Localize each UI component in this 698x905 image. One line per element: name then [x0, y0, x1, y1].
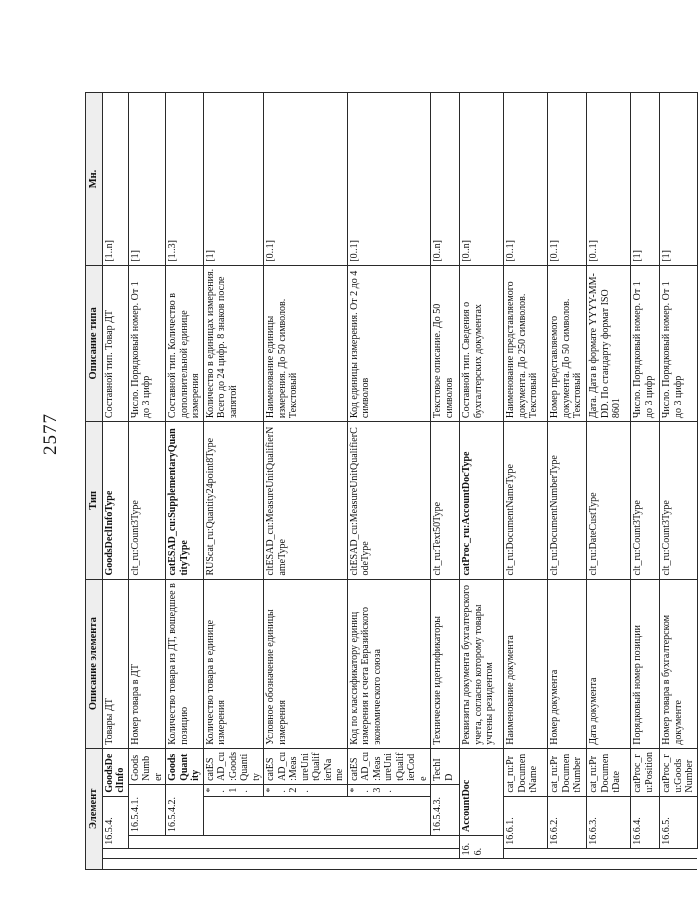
row-description: Реквизиты документа бухгалтерского учета, согласно которому товары учтены резидентом	[460, 579, 504, 748]
row-number: 16.5.4.2.	[166, 784, 204, 835]
indent-cell	[660, 859, 698, 870]
row-description: Код по классификатору единиц измерения и счета Евразийского экономического союза	[347, 579, 431, 748]
row-element: catProc_ru:GoodsNumber	[660, 748, 698, 796]
indent-cell	[587, 859, 631, 870]
row-multiplicity: [1]	[631, 93, 660, 265]
row-multiplicity: [0..1]	[504, 93, 548, 265]
row-type-description: Количество в единицах измерения. Всего до 24 цифр. 8 знаков после запятой	[203, 265, 264, 421]
indent-cell	[203, 835, 264, 848]
row-type-description: Составной тип. Товар ДТ	[102, 265, 128, 421]
row-number: 16.6.3.	[587, 796, 631, 848]
row-element: catESAD_cu:GoodsQuantity	[203, 748, 264, 784]
indent-cell	[128, 859, 166, 870]
row-type: GoodsDeclInfoType	[102, 422, 128, 579]
row-type-description: Код единицы измерения. От 2 до 4 символов	[347, 265, 431, 421]
indent-cell	[166, 859, 204, 870]
table-row	[102, 56, 128, 870]
row-element: AccountDoc	[460, 748, 504, 835]
indent-cell	[431, 848, 460, 859]
indent-cell	[166, 835, 204, 848]
row-number: *.3.	[347, 784, 431, 796]
table-row	[431, 56, 460, 870]
table-header-row	[86, 56, 103, 870]
row-element: cat_ru:PrDocumentNumber	[548, 748, 587, 796]
row-type: cltESAD_cu:MeasureUnitQualifierCodeType	[347, 422, 431, 579]
indent-cell	[460, 859, 504, 870]
row-element: GoodsDeclInfo	[102, 748, 128, 796]
row-type-description: Дата. Дата в формате YYYY-MM-DD. По стандарту формат ISO 8601	[587, 265, 631, 421]
table-row	[587, 56, 631, 870]
document-table-rotated	[85, 55, 695, 870]
indent-cell	[660, 848, 698, 859]
indent-cell	[264, 835, 348, 848]
row-type-description: Число. Порядковый номер. От 1 до 3 цифр	[128, 265, 166, 421]
row-type: clt_ru:Count3Type	[631, 422, 660, 579]
row-multiplicity: [0..1]	[264, 93, 348, 265]
header-description: Описание элемента	[86, 579, 103, 748]
header-element: Элемент	[86, 748, 103, 869]
row-type: clt_ru:DocumentNameType	[504, 422, 548, 579]
row-number: 16.6.1.	[504, 796, 548, 848]
row-multiplicity: [1..n]	[102, 93, 128, 265]
row-type: clt_ru:Text50Type	[431, 422, 460, 579]
indent-cell	[504, 859, 548, 870]
row-multiplicity: [1]	[128, 93, 166, 265]
row-description: Технические идентификаторы	[431, 579, 460, 748]
indent-cell	[548, 848, 587, 859]
row-element: catESAD_cu:MeasureUnitQualifierName	[264, 748, 348, 784]
row-multiplicity: [0..1]	[587, 93, 631, 265]
indent-cell	[631, 859, 660, 870]
row-type: clt_ru:Count3Type	[128, 422, 166, 579]
row-type-description: Текстовое описание. До 50 символов	[431, 265, 460, 421]
indent-cell	[431, 835, 460, 848]
row-multiplicity: [0..1]	[548, 93, 587, 265]
row-description: Условное обозначение единицы измерения	[264, 579, 348, 748]
table-row	[631, 56, 660, 870]
indent-cell	[203, 796, 264, 835]
row-element: TechID	[431, 748, 460, 784]
row-element: cat_ru:PrDocumentDate	[587, 748, 631, 796]
row-type-description: Наименование единицы измерения. До 50 символов. Текстовый	[264, 265, 348, 421]
row-type: RUScat_ru:Quantity24point8Type	[203, 422, 264, 579]
row-element: cat_ru:PrDocumentName	[504, 748, 548, 796]
row-element: GoodsQuantity	[166, 748, 204, 784]
row-element: GoodsNumber	[128, 748, 166, 784]
table-row	[548, 56, 587, 870]
table-row	[203, 56, 264, 870]
row-multiplicity: [0..1]	[347, 93, 431, 265]
row-description: Порядковый номер позиции	[631, 579, 660, 748]
indent-cell	[347, 859, 431, 870]
indent-cell	[264, 859, 348, 870]
row-type: cltESAD_cu:MeasureUnitQualifierNameType	[264, 422, 348, 579]
row-number: *.1.	[203, 784, 264, 796]
row-description: Количество товара в единице измерения	[203, 579, 264, 748]
row-description: Наименование документа	[504, 579, 548, 748]
row-type: clt_ru:DateCustType	[587, 422, 631, 579]
indent-cell	[128, 848, 166, 859]
row-multiplicity: [0..n]	[460, 93, 504, 265]
indent-cell	[203, 859, 264, 870]
header-type: Тип	[86, 422, 103, 579]
table-row	[504, 56, 548, 870]
table-row	[128, 56, 166, 870]
row-multiplicity: [1]	[203, 93, 264, 265]
row-number: 16.5.4.	[102, 796, 128, 848]
row-description: Товары ДТ	[102, 579, 128, 748]
indent-cell	[347, 835, 431, 848]
row-description: Номер документа	[548, 579, 587, 748]
row-number: 16.5.4.1.	[128, 784, 166, 835]
row-type-description: Номер представляемого документа. До 50 символов. Текстовый	[548, 265, 587, 421]
indent-cell	[431, 859, 460, 870]
indent-cell	[347, 848, 431, 859]
indent-cell	[203, 848, 264, 859]
row-number: *.2.	[264, 784, 348, 796]
row-multiplicity: [0..n]	[431, 93, 460, 265]
row-description: Количество товара из ДТ, вошедшее в позицию	[166, 579, 204, 748]
row-type: clt_ru:Count3Type	[660, 422, 698, 579]
indent-cell	[504, 848, 548, 859]
row-type: clt_ru:DocumentNumberType	[548, 422, 587, 579]
indent-cell	[264, 796, 348, 835]
indent-cell	[166, 848, 204, 859]
indent-cell	[587, 848, 631, 859]
row-type: catProc_ru:AccountDocType	[460, 422, 504, 579]
page-number: 2577	[40, 413, 61, 455]
row-type-description: Составной тип. Сведения о бухгалтерских документах	[460, 265, 504, 421]
row-type-description: Составной тип. Количество в дополнительной единице измерения	[166, 265, 204, 421]
row-type-description: Число. Порядковый номер. От 1 до 3 цифр	[660, 265, 698, 421]
indent-cell	[264, 848, 348, 859]
table-row	[660, 56, 698, 870]
row-number: 16.6.5.	[660, 796, 698, 848]
row-number: 16.5.4.3.	[431, 784, 460, 835]
header-multiplicity: Мн.	[86, 93, 103, 265]
row-type: catESAD_cu:SupplementaryQuantityType	[166, 422, 204, 579]
row-type-description: Число. Порядковый номер. От 1 до 3 цифр	[631, 265, 660, 421]
header-type-description: Описание типа	[86, 265, 103, 421]
row-element: catESAD_cu:MeasureUnitQualifierCode	[347, 748, 431, 784]
indent-cell	[548, 859, 587, 870]
row-element: catProc_ru:Position	[631, 748, 660, 796]
indent-cell	[631, 848, 660, 859]
row-description: Дата документа	[587, 579, 631, 748]
row-number: 16.6.4.	[631, 796, 660, 848]
table-row	[264, 56, 348, 870]
document-table	[85, 55, 698, 870]
row-type-description: Наименование представляемого документа. До 250 символов. Текстовый	[504, 265, 548, 421]
row-number: 16.6.2.	[548, 796, 587, 848]
indent-cell	[102, 859, 128, 870]
row-description: Номер товара в ДТ	[128, 579, 166, 748]
table-row	[166, 56, 204, 870]
indent-cell	[102, 848, 128, 859]
table-row	[460, 56, 504, 870]
row-multiplicity: [1..3]	[166, 93, 204, 265]
row-description: Номер товара в бухгалтерском документе	[660, 579, 698, 748]
table-row	[347, 56, 431, 870]
row-number: 16.6.	[460, 835, 504, 858]
indent-cell	[128, 835, 166, 848]
row-multiplicity: [1]	[660, 93, 698, 265]
indent-cell	[347, 796, 431, 835]
